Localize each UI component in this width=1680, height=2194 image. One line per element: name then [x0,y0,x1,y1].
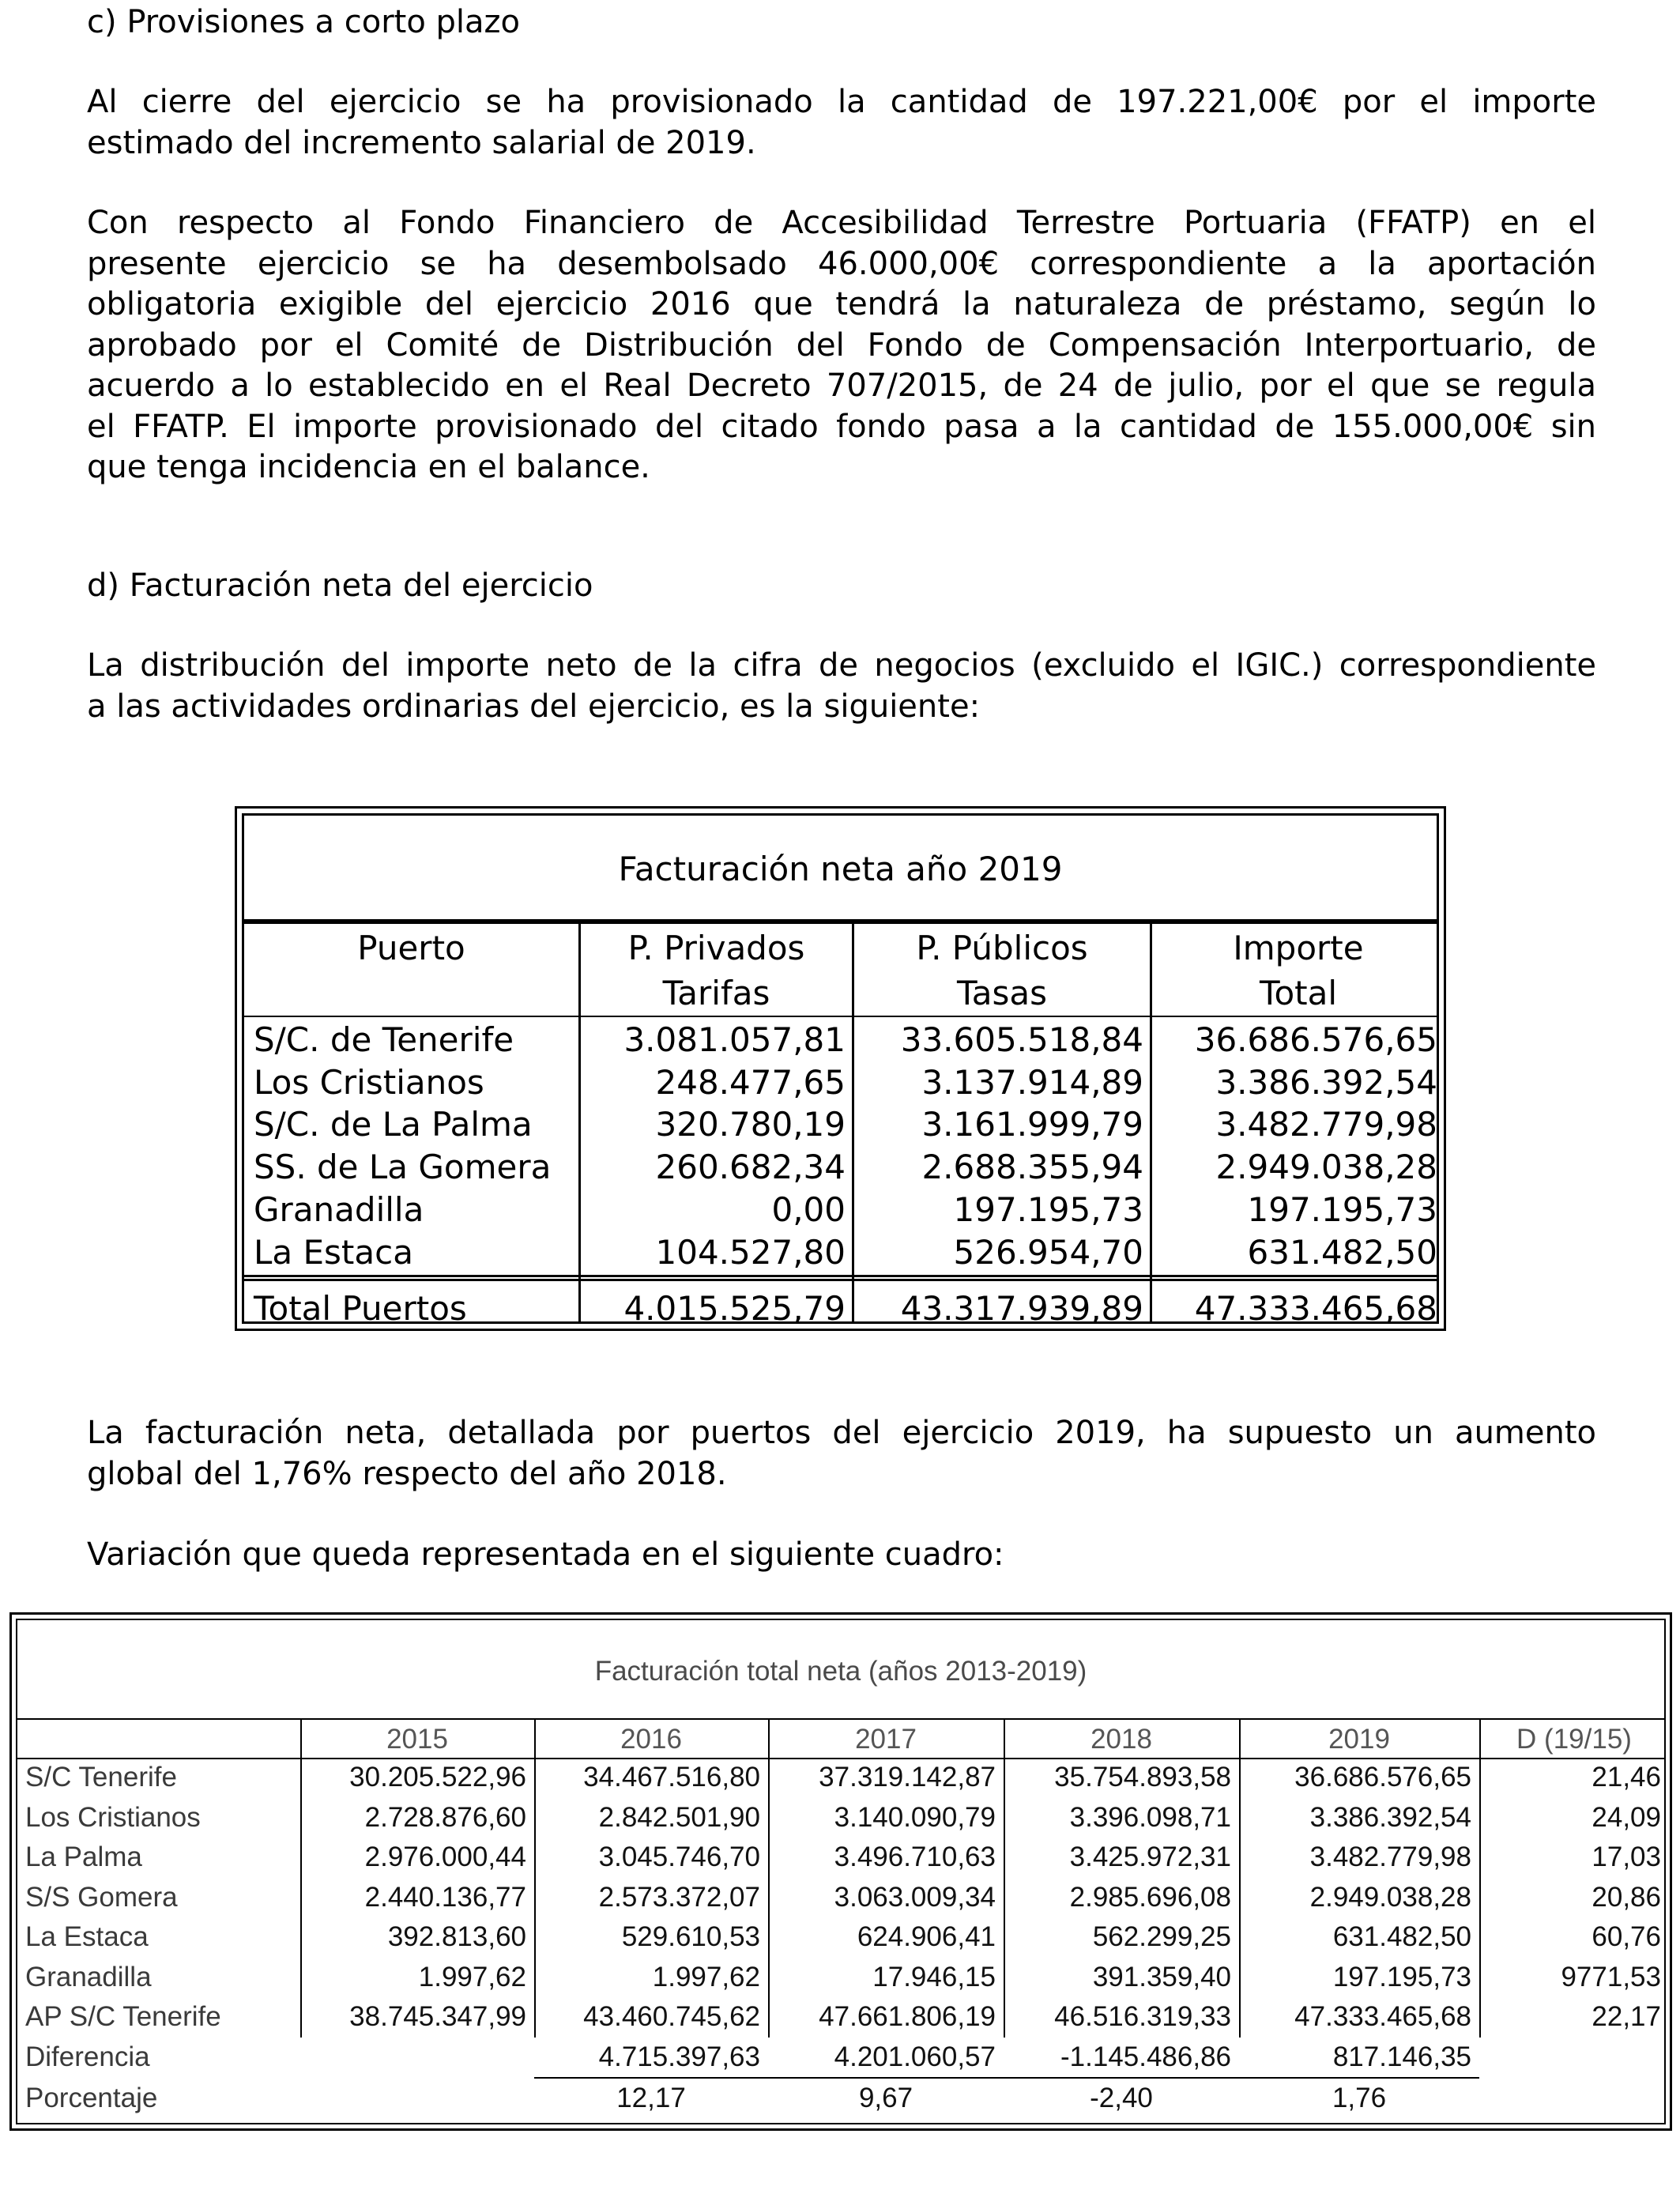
table-cell-privados-value: 0,00 [771,1190,846,1229]
table-row-year-2019: 631.482,50 [1332,1921,1471,1952]
billing-2019-table [235,806,1446,1331]
table-cell-privados-value: 104.527,80 [655,1233,846,1272]
text-line: el FFATP. El importe provisionado del citado fondo pasa a la cantidad de 155.000,00€ sin [87,408,1596,445]
total-row-label: Total Puertos [254,1289,467,1328]
text-line: La distribución del importe neto de la cifra de negocios (excluido el IGIC.) correspondiente [87,647,1596,684]
table-row-year-2016: 2.842.501,90 [598,1801,760,1833]
column-header: D (19/15) [1516,1724,1632,1755]
table-row-label: Los Cristianos [25,1801,201,1833]
column-header: 2016 [620,1724,682,1755]
table-row-year-2017: 3.140.090,79 [834,1801,996,1833]
diferencia-row-year-2018: -1.145.486,86 [1060,2041,1231,2072]
table-row-year-2015: 2.440.136,77 [364,1881,526,1913]
table-row-year-2017: 37.319.142,87 [819,1762,996,1793]
column-header: 2015 [386,1724,448,1755]
billing-history-table [9,1612,1672,2131]
section-c-heading: c) Provisiones a corto plazo [87,4,520,40]
table-cell-privados-value: 260.682,34 [655,1148,846,1186]
table-cell-privados-value: 320.780,19 [655,1105,846,1144]
table-row-year-2018: 562.299,25 [1092,1921,1231,1952]
table-cell-port-name: SS. de La Gomera [254,1148,552,1186]
table-cell-importe-value: 2.949.038,28 [1215,1148,1437,1186]
table-row-year-2016: 43.460.745,62 [583,2001,760,2032]
diferencia-row-year-2016: 4.715.397,63 [598,2041,760,2072]
column-header: 2017 [855,1724,917,1755]
column-header: 2019 [1328,1724,1390,1755]
table-cell-port-name: Los Cristianos [254,1063,484,1102]
text-line: global del 1,76% respecto del año 2018. [87,1455,727,1492]
table-row-year-2019: 2.949.038,28 [1309,1881,1471,1913]
table-row-year-2017: 624.906,41 [857,1921,996,1952]
table-row-year-2016: 34.467.516,80 [583,1762,760,1793]
diferencia-row-year-2019: 817.146,35 [1332,2041,1471,2072]
table-cell-importe-value: 3.482.779,98 [1215,1105,1437,1144]
table-row-delta: 24,09 [1591,1801,1661,1833]
table-row-year-2017: 47.661.806,19 [819,2001,996,2032]
table-row-delta: 21,46 [1591,1762,1661,1793]
table-cell-importe-value: 36.686.576,65 [1194,1020,1437,1059]
total-privados: 4.015.525,79 [623,1289,846,1328]
table-cell-importe-value: 3.386.392,54 [1215,1063,1437,1102]
table-row-year-2018: 35.754.893,58 [1054,1762,1231,1793]
table-row-label: S/C Tenerife [25,1762,177,1793]
text-line: presente ejercicio se ha desembolsado 46.000,00€ correspondiente a la aportación [87,245,1596,282]
column-header: 2018 [1090,1724,1152,1755]
porcentaje-row-year-2018: -2,40 [1090,2083,1153,2113]
table-cell-publicos-value: 197.195,73 [953,1190,1143,1229]
billing-2019-table-frame [242,813,1439,1328]
table-row-delta: 9771,53 [1561,1961,1661,1992]
table-row-year-2018: 46.516.319,33 [1054,2001,1231,2032]
column-header-tasas: Tasas [957,974,1047,1012]
section-d-paragraph-2 [87,1413,1596,1495]
column-header-publicos: P. Públicos [916,929,1088,967]
table-row-year-2015: 2.976.000,44 [364,1842,526,1872]
table-cell-port-name: La Estaca [254,1233,413,1272]
table-cell-publicos-value: 526.954,70 [953,1233,1143,1272]
porcentaje-row-year-2017: 9,67 [858,2083,913,2113]
porcentaje-row-label: Porcentaje [25,2083,158,2113]
table-row-year-2017: 3.496.710,63 [834,1842,996,1872]
diferencia-row-label: Diferencia [25,2041,150,2072]
table-row-delta: 17,03 [1591,1842,1661,1872]
table-row-year-2016: 2.573.372,07 [598,1881,760,1913]
table-cell-publicos-value: 2.688.355,94 [921,1148,1143,1186]
table-row-year-2018: 2.985.696,08 [1069,1881,1231,1913]
total-publicos: 43.317.939,89 [900,1289,1143,1328]
column-header-tarifas: Tarifas [662,974,770,1012]
section-c-paragraph-1 [87,82,1596,164]
table-cell-publicos-value: 3.137.914,89 [921,1063,1143,1102]
porcentaje-row-year-2019: 1,76 [1332,2083,1387,2113]
porcentaje-row-year-2016: 12,17 [616,2083,686,2113]
table-row-delta: 22,17 [1591,2001,1661,2032]
table-cell-importe-value: 197.195,73 [1247,1190,1437,1229]
table-row-year-2019: 3.386.392,54 [1309,1801,1471,1833]
table-cell-port-name: S/C. de La Palma [254,1105,533,1144]
table-row-year-2015: 392.813,60 [387,1921,526,1952]
table-cell-importe-value: 631.482,50 [1247,1233,1437,1272]
table-row-year-2017: 3.063.009,34 [834,1881,996,1913]
table-row-year-2017: 17.946,15 [872,1961,996,1992]
table-row-year-2016: 529.610,53 [621,1921,760,1952]
table-title: Facturación neta año 2019 [618,850,1063,888]
text-line: La facturación neta, detallada por puertos del ejercicio 2019, ha supuesto un aumento [87,1415,1596,1451]
table-row-label: Granadilla [25,1961,152,1992]
section-c-paragraph-2 [87,203,1596,488]
text-line: Con respecto al Fondo Financiero de Accesibilidad Terrestre Portuaria (FFATP) en el [87,205,1596,241]
section-d-paragraph-3: Variación que queda representada en el siguiente cuadro: [87,1536,1004,1573]
text-line: estimado del incremento salarial de 2019. [87,124,756,161]
table-cell-publicos-value: 33.605.518,84 [900,1020,1143,1059]
column-header-privados: P. Privados [627,929,805,967]
table-row-label: AP S/C Tenerife [25,2001,221,2032]
table-row-year-2018: 3.425.972,31 [1069,1842,1231,1872]
table-row-label: S/S Gomera [25,1881,178,1913]
table-cell-port-name: S/C. de Tenerife [254,1020,514,1059]
table-row-year-2019: 36.686.576,65 [1294,1762,1471,1793]
table-row-year-2015: 30.205.522,96 [349,1762,526,1793]
table-row-year-2015: 2.728.876,60 [364,1801,526,1833]
table-title: Facturación total neta (años 2013-2019) [594,1656,1087,1687]
table-row-year-2019: 3.482.779,98 [1309,1842,1471,1872]
total-importe: 47.333.465,68 [1194,1289,1437,1328]
table-row-delta: 20,86 [1591,1881,1661,1913]
table-row-year-2016: 3.045.746,70 [598,1842,760,1872]
text-line: a las actividades ordinarias del ejercicio, es la siguiente: [87,688,981,725]
table-row-year-2019: 47.333.465,68 [1294,2001,1471,2032]
table-row-year-2016: 1.997,62 [652,1961,760,1992]
text-line: aprobado por el Comité de Distribución del Fondo de Compensación Interportuario, de [87,326,1596,364]
table-cell-publicos-value: 3.161.999,79 [921,1105,1143,1144]
table-row-label: La Estaca [25,1921,149,1952]
section-d-heading: d) Facturación neta del ejercicio [87,567,593,604]
billing-history-table-frame [16,1619,1666,2124]
table-row-delta: 60,76 [1591,1921,1661,1952]
table-row-year-2018: 3.396.098,71 [1069,1801,1231,1833]
text-line: Al cierre del ejercicio se ha provisionado la cantidad de 197.221,00€ por el importe [87,84,1596,120]
table-cell-privados-value: 248.477,65 [655,1063,846,1102]
column-header-total: Total [1259,974,1338,1012]
table-row-label: La Palma [25,1842,142,1872]
column-header-puerto: Puerto [357,929,465,967]
text-line: acuerdo a lo establecido en el Real Decreto 707/2015, de 24 de julio, por el que se regula [87,368,1596,404]
section-d-paragraph-1 [87,646,1596,727]
column-header-importe: Importe [1233,929,1364,967]
table-row-year-2015: 38.745.347,99 [349,2001,526,2032]
table-row-year-2018: 391.359,40 [1092,1961,1231,1992]
table-cell-port-name: Granadilla [254,1190,424,1229]
text-line: obligatoria exigible del ejercicio 2016 que tendrá la naturaleza de préstamo, según lo [87,286,1596,322]
text-line: que tenga incidencia en el balance. [87,449,650,485]
diferencia-row-year-2017: 4.201.060,57 [834,2041,996,2072]
table-cell-privados-value: 3.081.057,81 [623,1020,846,1059]
table-row-year-2015: 1.997,62 [418,1961,526,1992]
table-row-year-2019: 197.195,73 [1332,1961,1471,1992]
